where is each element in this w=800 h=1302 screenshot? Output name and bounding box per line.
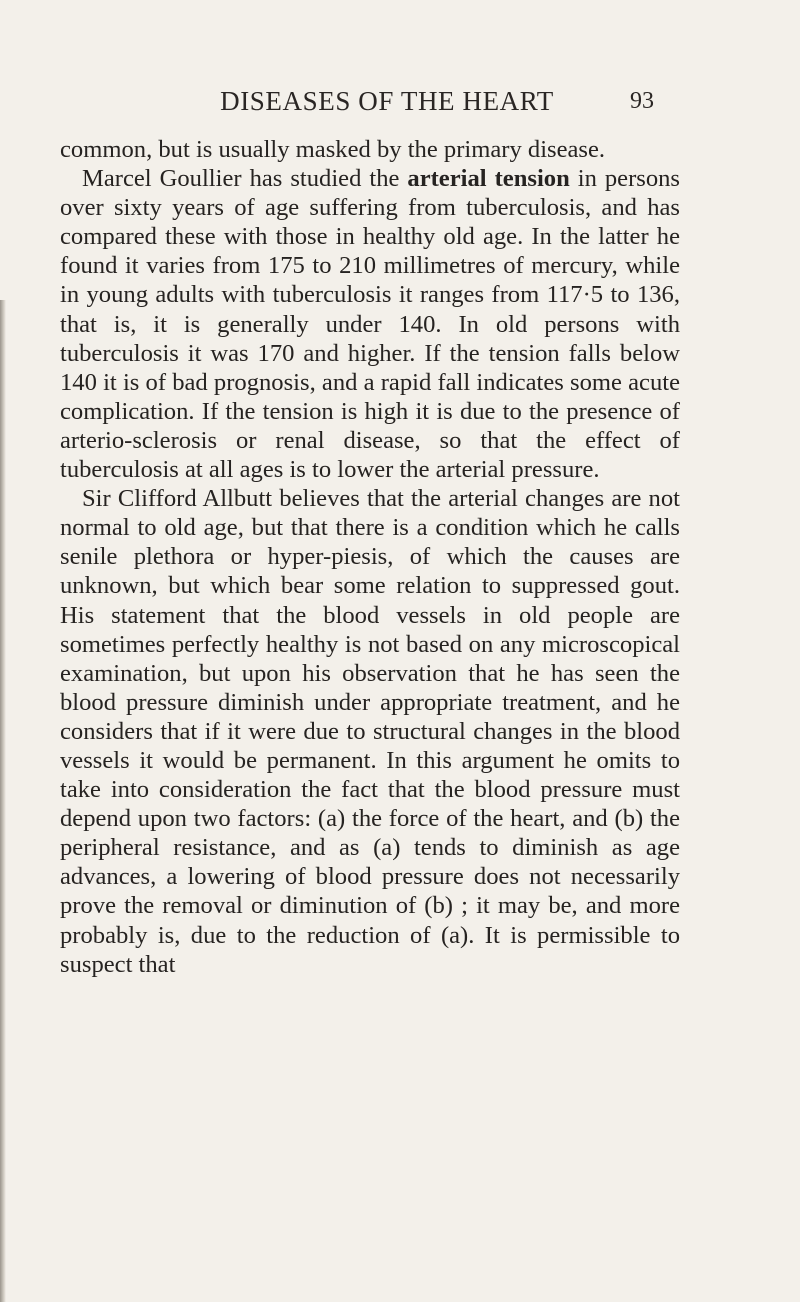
paragraph-2-rest: in persons over sixty years of age suffering from tuberculosis, and has compared these with those in healthy old age. In the latter he found it varies from 175 to 210 millimetres of mercury, while in young adults with tuberculosis it ranges from 117·5 to 136, that is, it is generally under 140. In old persons with tuberculosis it was 170 and higher. If the tension falls below 140 it is of bad prognosis, and a rapid fall indicates some acute complication. If the tension is high it is due to the presence of arterio-sclerosis or renal disease, so that the effect of tuberculosis at all ages is to lower the arterial pressure. (60, 165, 681, 484)
paragraph-3: Sir Clifford Allbutt believes that the arterial changes are not normal to old age, but that there is a condition which he calls senile plethora or hyper-piesis, of which the causes are unknown, but which bear some relation to suppressed gout. His statement that the blood vessels in old people are sometimes perfectly healthy is not based on any microscopical examination, but upon his observation that he has seen the blood pressure diminish under appropriate treatment, and he considers that if it were due to structural changes in the blood vessels it would be permanent. In this argument he omits to take into consideration the fact that the blood pressure must depend upon two factors: (a) the force of the heart, and (b) the peripheral resistance, and as (a) tends to diminish as age advances, a lowering of blood pressure does not necessarily prove the removal or diminution of (b) ; it may be, and more probably is, due to the reduction of (a). It is permissible to suspect that (60, 485, 680, 978)
paragraph-2 (60, 164, 680, 484)
body-text (60, 135, 680, 979)
paragraph-1: common, but is usually masked by the primary disease. (60, 136, 606, 163)
running-title: DISEASES OF THE HEART (220, 86, 554, 116)
binding-shadow (0, 300, 6, 1302)
paragraph-2-lead: Marcel Goullier has studied the (82, 165, 408, 193)
page-number: 93 (630, 88, 654, 114)
arterial-tension-term: arterial tension (407, 165, 570, 193)
running-head (122, 86, 652, 122)
